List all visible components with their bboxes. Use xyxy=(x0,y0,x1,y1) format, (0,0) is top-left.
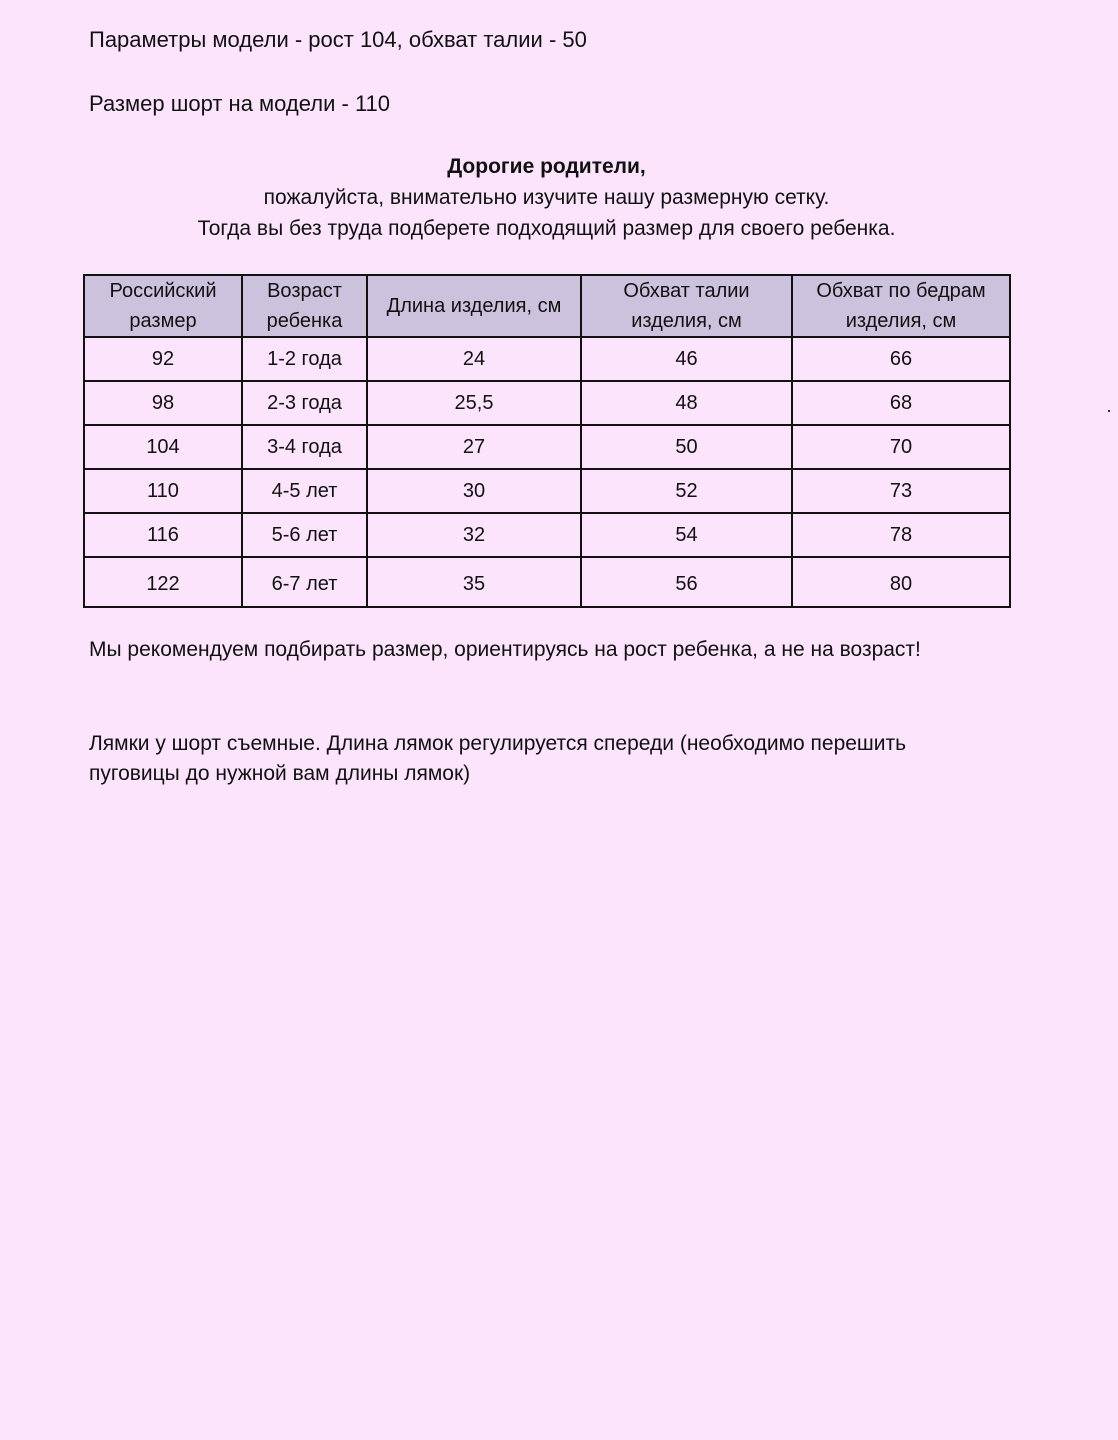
cell-length: 30 xyxy=(367,469,581,513)
cell-hips: 66 xyxy=(792,337,1010,381)
cell-age: 5-6 лет xyxy=(242,513,367,557)
cell-length: 32 xyxy=(367,513,581,557)
cell-length: 27 xyxy=(367,425,581,469)
cell-size: 98 xyxy=(84,381,242,425)
table-row xyxy=(84,337,1010,381)
cell-age: 3-4 года xyxy=(242,425,367,469)
cell-size: 104 xyxy=(84,425,242,469)
header-hips: Обхват по бедрам изделия, см xyxy=(792,275,1010,337)
cell-length: 35 xyxy=(367,557,581,607)
cell-size: 92 xyxy=(84,337,242,381)
cell-age: 2-3 года xyxy=(242,381,367,425)
table-row xyxy=(84,381,1010,425)
cell-hips: 73 xyxy=(792,469,1010,513)
model-size: Размер шорт на модели - 110 xyxy=(89,91,391,116)
size-chart-table xyxy=(83,274,1011,608)
cell-age: 1-2 года xyxy=(242,337,367,381)
cell-waist: 48 xyxy=(581,381,792,425)
table-row xyxy=(84,513,1010,557)
greeting-heading: Дорогие родители, xyxy=(447,155,646,178)
cell-hips: 80 xyxy=(792,557,1010,607)
model-parameters: Параметры модели - рост 104, обхват талии - 50 xyxy=(89,27,587,52)
cell-waist: 56 xyxy=(581,557,792,607)
cell-hips: 78 xyxy=(792,513,1010,557)
cell-size: 122 xyxy=(84,557,242,607)
table-row xyxy=(84,469,1010,513)
cell-size: 110 xyxy=(84,469,242,513)
header-russian-size: Российский размер xyxy=(84,275,242,337)
header-child-age: Возраст ребенка xyxy=(242,275,367,337)
cell-waist: 46 xyxy=(581,337,792,381)
table-header-row xyxy=(84,275,1010,337)
cell-hips: 70 xyxy=(792,425,1010,469)
table-row xyxy=(84,557,1010,607)
cell-length: 25,5 xyxy=(367,381,581,425)
cell-age: 6-7 лет xyxy=(242,557,367,607)
recommendation-text: Мы рекомендуем подбирать размер, ориентируясь на рост ребенка, а не на возраст! xyxy=(89,638,921,661)
cell-waist: 50 xyxy=(581,425,792,469)
straps-note: Лямки у шорт съемные. Длина лямок регулируется спереди (необходимо перешить пуговицы до нужной вам длины лямок) xyxy=(89,732,907,785)
cell-hips: 68 xyxy=(792,381,1010,425)
header-waist: Обхват талии изделия, см xyxy=(581,275,792,337)
intro-line-1: пожалуйста, внимательно изучите нашу размерную сетку. xyxy=(263,186,830,209)
cell-age: 4-5 лет xyxy=(242,469,367,513)
header-length: Длина изделия, см xyxy=(367,275,581,337)
cell-size: 116 xyxy=(84,513,242,557)
cell-length: 24 xyxy=(367,337,581,381)
intro-line-2: Тогда вы без труда подберете подходящий размер для своего ребенка. xyxy=(197,217,896,240)
table-row xyxy=(84,425,1010,469)
stray-dot xyxy=(1108,410,1110,412)
cell-waist: 54 xyxy=(581,513,792,557)
cell-waist: 52 xyxy=(581,469,792,513)
